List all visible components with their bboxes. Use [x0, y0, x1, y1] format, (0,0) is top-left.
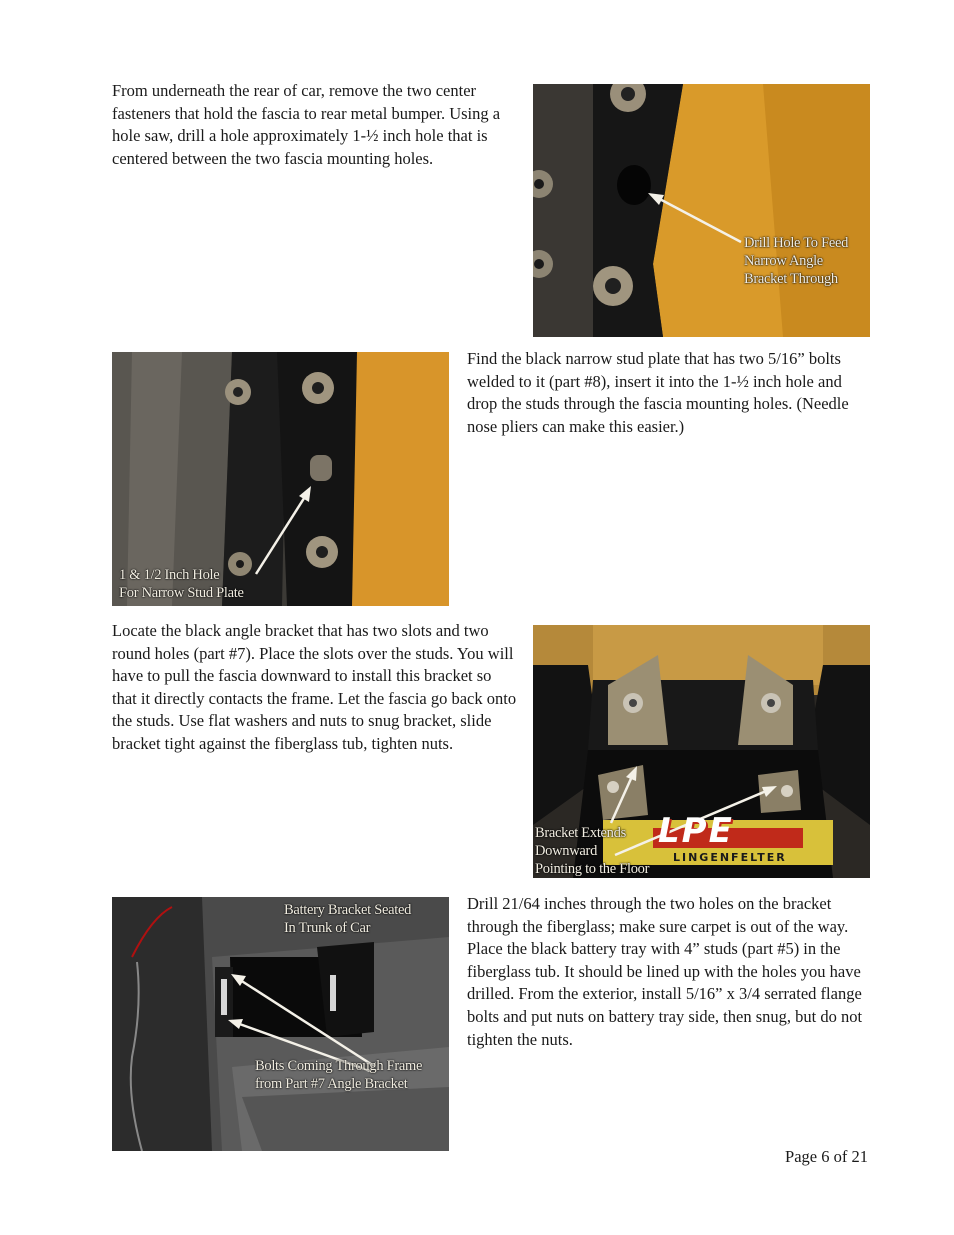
step-3-photo-logo-sub: LINGENFELTER [673, 851, 787, 864]
step-1-caption-line-1: Drill Hole To Feed [744, 235, 849, 251]
step-4-caption-top-line-1: Battery Bracket Seated [284, 902, 412, 918]
step-3-caption-line-2: Downward [535, 843, 598, 859]
step-4-caption-top-line-2: In Trunk of Car [284, 920, 371, 936]
page-number: Page 6 of 21 [785, 1147, 868, 1166]
step-4-caption-bottom-line-2: from Part #7 Angle Bracket [255, 1076, 408, 1092]
step-2-caption-line-1: 1 & 1/2 Inch Hole [119, 567, 220, 583]
step-1-photo-image [533, 84, 870, 337]
step-1-caption-line-2: Narrow Angle [744, 253, 823, 269]
step-2-photo [112, 352, 449, 606]
step-2-text: Find the black narrow stud plate that has two 5/16” bolts welded to it (part #8), insert it into the 1-½ inch hole and drop the studs through the fascia mounting holes. (Needle nose pliers can make this easier.) [467, 349, 849, 436]
step-2-caption [119, 566, 244, 602]
step-1-caption [744, 234, 848, 288]
step-3-photo [533, 625, 870, 878]
step-1-text: From underneath the rear of car, remove the two center fasteners that hold the fascia to rear metal bumper. Using a hole saw, drill a hole approximately 1-½ inch hole that is centered between the two fascia mounting holes. [112, 81, 501, 168]
step-4-text: Drill 21/64 inches through the two holes on the bracket through the fiberglass; make sure carpet is out of the way. Place the black battery tray with 4” studs (part #5) in the fiberglass tub. It should be lined up with the holes you have drilled. From the exterior, install 5/16” x 3/4 serrated flange bolts and put nuts on battery tray side, then snug, but do not tighten the nuts. [467, 894, 863, 1049]
step-3-caption-line-1: Bracket Extends [535, 825, 626, 841]
step-1-photo [533, 84, 870, 337]
step-1-caption-line-3: Bracket Through [744, 271, 838, 287]
step-3-caption-line-3: Pointing to the Floor [535, 861, 650, 877]
step-3-text: Locate the black angle bracket that has two slots and two round holes (part #7). Place the slots over the studs. You will have to pull the fascia downward to install this bracket so that it directly contacts the frame. Let the fascia go back onto the studs. Use flat washers and nuts to snug bracket, slide bracket tight against the fiberglass tub, tighten nuts. [112, 621, 517, 753]
step-4-caption-bottom-line-1: Bolts Coming Through Frame [255, 1058, 423, 1074]
step-3-caption [535, 824, 649, 878]
step-2-caption-line-2: For Narrow Stud Plate [119, 585, 244, 601]
step-3-photo-logo: LPE [658, 811, 734, 851]
step-4-caption-bottom [255, 1057, 422, 1093]
step-4-photo [112, 897, 449, 1151]
step-4-caption-top [284, 901, 411, 937]
